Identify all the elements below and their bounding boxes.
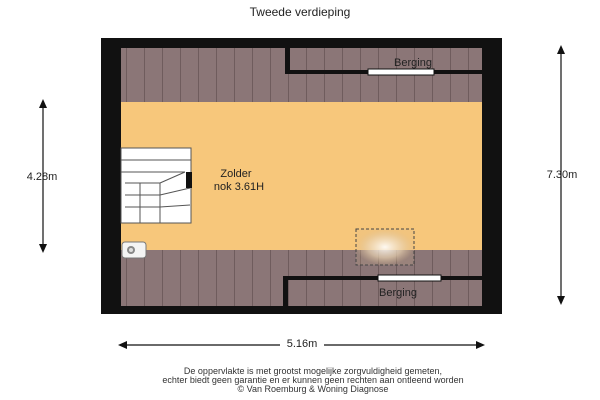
room-label-storage-top: Berging	[394, 57, 432, 69]
dimension-left-label: 4.28m	[26, 171, 58, 183]
disclaimer-line-1: De oppervlakte is met grootst mogelijke zorgvuldigheid gemeten,	[183, 366, 443, 376]
dimension-right-label: 7.30m	[546, 169, 578, 181]
room-label-storage-bottom: Berging	[379, 287, 417, 299]
storage-top-door	[368, 69, 434, 75]
dimension-bottom-label: 5.16m	[286, 338, 318, 350]
staircase	[121, 148, 192, 223]
room-label-attic: Zolder	[220, 168, 252, 180]
room-ridge-height: nok 3.61H	[213, 181, 265, 193]
boiler-icon	[122, 242, 146, 258]
floor-title: Tweede verdieping	[249, 5, 351, 19]
skylight	[356, 229, 414, 265]
disclaimer-line-3: © Van Roemburg & Woning Diagnose	[237, 384, 389, 394]
storage-bottom-wall	[283, 276, 288, 306]
storage-bottom-door	[378, 275, 441, 281]
disclaimer-line-2: echter biedt geen garantie en er kunnen geen rechten aan ontleend worden	[162, 375, 464, 385]
